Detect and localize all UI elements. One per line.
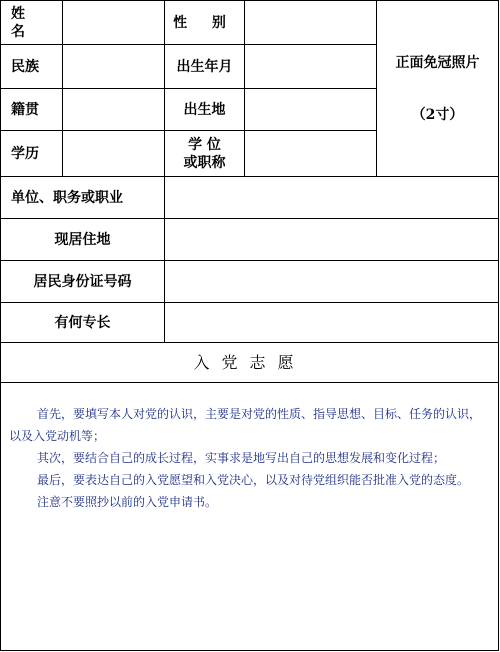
photo-label: 正面免冠照片	[395, 54, 480, 71]
section-title: 入党志愿	[1, 343, 499, 383]
name-field[interactable]	[63, 1, 165, 45]
id-number-label: 居民身份证号码	[1, 261, 165, 303]
employer-label: 单位、职务或职业	[1, 177, 165, 219]
guidance-paragraph: 注意不要照抄以前的入党申请书。	[37, 495, 218, 509]
employer-field[interactable]	[165, 177, 499, 219]
gender-field[interactable]	[245, 1, 377, 45]
degree-label-line1: 学 位	[188, 136, 221, 153]
birthplace-field[interactable]	[245, 89, 377, 131]
address-field[interactable]	[165, 219, 499, 261]
birth-date-label: 出生年月	[165, 45, 245, 89]
birthplace-label: 出生地	[165, 89, 245, 131]
degree-field[interactable]	[245, 131, 377, 177]
application-text-area[interactable]	[1, 383, 499, 651]
degree-label	[165, 131, 245, 177]
address-label: 现居住地	[1, 219, 165, 261]
degree-label-line2: 或职称	[183, 154, 226, 171]
education-label: 学历	[1, 131, 63, 177]
guidance-paragraph: 其次，要结合自己的成长过程，实事求是地写出自己的思想发展和变化过程；	[37, 451, 446, 465]
id-number-field[interactable]	[165, 261, 499, 303]
native-place-label: 籍贯	[1, 89, 63, 131]
guidance-text	[1, 383, 498, 513]
name-label: 姓 名	[1, 1, 63, 45]
guidance-paragraph: 最后，要表达自己的入党愿望和入党决心，以及对待党组织能否批准入党的态度。	[37, 473, 470, 487]
native-place-field[interactable]	[63, 89, 165, 131]
photo-size-label: （2寸）	[411, 106, 464, 123]
guidance-paragraph: 首先，要填写本人对党的认识，主要是对党的性质、指导思想、目标、任务的认识，以及入党动机等；	[9, 407, 482, 443]
birth-date-field[interactable]	[245, 45, 377, 89]
photo-box[interactable]	[377, 1, 499, 177]
ethnicity-field[interactable]	[63, 45, 165, 89]
education-field[interactable]	[63, 131, 165, 177]
gender-label: 性 别	[165, 1, 245, 45]
specialty-field[interactable]	[165, 303, 499, 343]
specialty-label: 有何专长	[1, 303, 165, 343]
ethnicity-label: 民族	[1, 45, 63, 89]
